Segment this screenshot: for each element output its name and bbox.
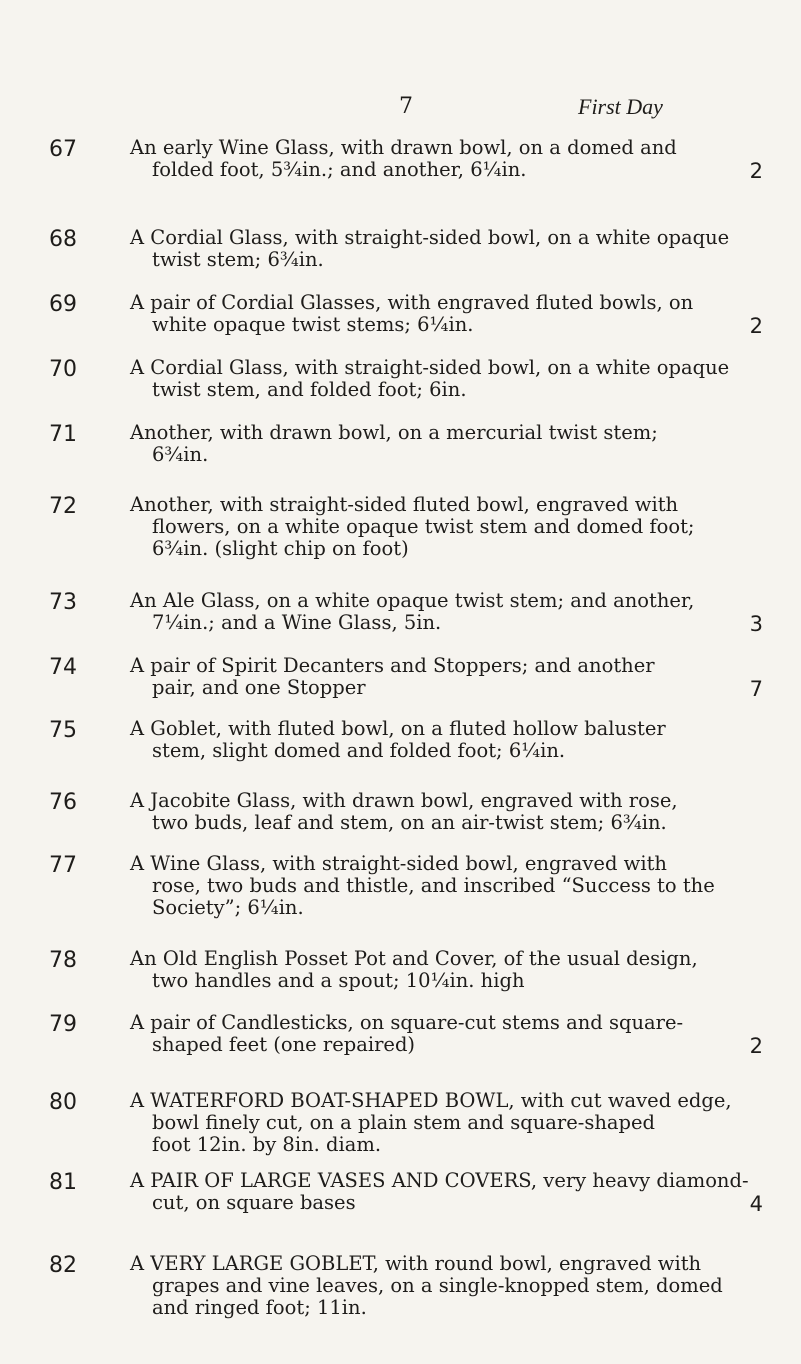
lot-number: 73 [49,590,77,615]
lot-number: 68 [49,227,77,252]
lot-description-line: 7¼in.; and a Wine Glass, 5in. [152,611,442,634]
lot-description [130,948,762,992]
lot-quantity: 2 [749,314,763,338]
lot-description-line: foot 12in. by 8in. diam. [152,1133,382,1156]
lot-number: 79 [49,1012,77,1037]
lot-description-line: 6¾in. (slight chip on foot) [152,537,409,560]
lot-description-line: Another, with straight-sided fluted bowl, engraved with [130,493,679,516]
lot-number: 78 [49,948,77,973]
sale-day-heading: First Day [578,94,663,119]
lot-description-line: A pair of Cordial Glasses, with engraved fluted bowls, on [130,291,694,314]
lot-description [130,1012,762,1056]
lot-description-line: folded foot, 5¾in.; and another, 6¼in. [152,158,527,181]
lot-quantity: 2 [749,159,763,183]
lot-description [130,494,762,560]
lot-description-line: two buds, leaf and stem, on an air-twist stem; 6¾in. [152,811,667,834]
lot-description-line: A pair of Candlesticks, on square-cut stems and square- [130,1011,684,1034]
lot-description-line: twist stem, and folded foot; 6in. [152,378,467,401]
lot-description [130,853,762,919]
lot-description-line: A Cordial Glass, with straight-sided bowl, on a white opaque [130,356,730,379]
lot-description [130,137,762,181]
lot-description-line: bowl finely cut, on a plain stem and square-shaped [152,1111,656,1134]
lot-description-line: A Wine Glass, with straight-sided bowl, engraved with [130,852,667,875]
lot-description-line: Society”; 6¼in. [152,896,304,919]
lot-description [130,422,762,466]
lot-description-line: A pair of Spirit Decanters and Stoppers; and another [130,654,655,677]
lot-number: 82 [49,1253,77,1278]
lot-description-line: cut, on square bases [152,1191,356,1214]
page-number: 7 [399,94,413,119]
lot-number: 67 [49,137,77,162]
lot-quantity: 7 [749,677,763,701]
lot-description-line: rose, two buds and thistle, and inscribed “Success to the [152,874,715,897]
lot-description [130,655,762,699]
lot-number: 77 [49,853,77,878]
lot-description-line: A Jacobite Glass, with drawn bowl, engraved with rose, [130,789,678,812]
lot-description-line: stem, slight domed and folded foot; 6¼in. [152,739,566,762]
lot-description-line: Another, with drawn bowl, on a mercurial twist stem; [130,421,658,444]
lot-description-line: 6¾in. [152,443,209,466]
lot-number: 76 [49,790,77,815]
lot-number: 69 [49,292,77,317]
lot-quantity: 4 [749,1192,763,1216]
lot-description [130,590,762,634]
lot-description-line: A WATERFORD BOAT-SHAPED BOWL, with cut waved edge, [130,1089,732,1112]
lot-description-line: An Ale Glass, on a white opaque twist stem; and another, [130,589,695,612]
lot-description-line: A Goblet, with fluted bowl, on a fluted hollow baluster [130,717,666,740]
lot-quantity: 2 [749,1034,763,1058]
lot-description [130,790,762,834]
lot-description [130,227,762,271]
lot-description-line: A PAIR OF LARGE VASES AND COVERS, very heavy diamond- [130,1169,749,1192]
lot-description [130,292,762,336]
lot-description [130,1170,762,1214]
lot-number: 70 [49,357,77,382]
lot-description-line: twist stem; 6¾in. [152,248,324,271]
lot-description-line: two handles and a spout; 10¼in. high [152,969,525,992]
page-header [0,94,801,124]
lot-description-line: pair, and one Stopper [152,676,366,699]
lot-description-line: An early Wine Glass, with drawn bowl, on a domed and [130,136,677,159]
lot-description [130,1090,762,1156]
lot-description-line: An Old English Posset Pot and Cover, of the usual design, [130,947,698,970]
lot-quantity: 3 [749,612,763,636]
lot-number: 80 [49,1090,77,1115]
lot-description-line: shaped feet (one repaired) [152,1033,416,1056]
lot-description-line: and ringed foot; 11in. [152,1296,367,1319]
lot-description [130,718,762,762]
lot-description-line: flowers, on a white opaque twist stem and domed foot; [152,515,695,538]
lot-description [130,357,762,401]
lot-description-line: A VERY LARGE GOBLET, with round bowl, engraved with [130,1252,702,1275]
lot-number: 74 [49,655,77,680]
lot-number: 81 [49,1170,77,1195]
lot-description-line: grapes and vine leaves, on a single-knopped stem, domed [152,1274,723,1297]
lot-number: 75 [49,718,77,743]
lot-description-line: A Cordial Glass, with straight-sided bowl, on a white opaque [130,226,730,249]
lot-description-line: white opaque twist stems; 6¼in. [152,313,474,336]
lot-number: 71 [49,422,77,447]
lot-description [130,1253,762,1319]
lot-number: 72 [49,494,77,519]
